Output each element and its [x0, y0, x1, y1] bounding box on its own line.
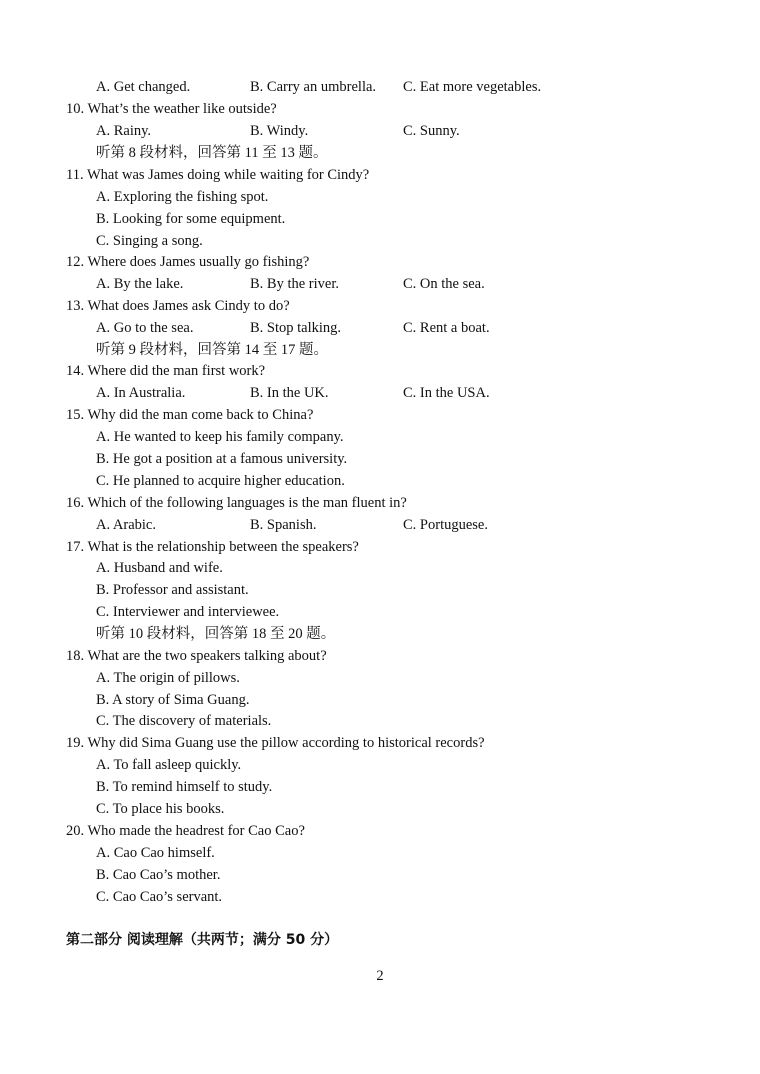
- q14-option-a: A. In Australia.: [96, 385, 186, 401]
- q15-option-c: C. He planned to acquire higher education.: [96, 473, 345, 489]
- section-heading: 第二部分 阅读理解（共两节；满分 50 分）: [66, 932, 339, 948]
- option-c: C. Eat more vegetables.: [403, 79, 542, 95]
- q16-option-c: C. Portuguese.: [403, 517, 488, 533]
- q13-option-a: A. Go to the sea.: [96, 320, 194, 336]
- page-number: 2: [376, 968, 384, 984]
- q14-option-c: C. In the USA.: [403, 385, 490, 401]
- question-13: 13. What does James ask Cindy to do?: [66, 298, 290, 314]
- option-b: B. Carry an umbrella.: [250, 79, 377, 95]
- q13-option-b: B. Stop talking.: [250, 320, 342, 336]
- q15-option-a: A. He wanted to keep his family company.: [96, 429, 344, 445]
- q19-option-c: C. To place his books.: [96, 801, 225, 817]
- q10-option-b: B. Windy.: [250, 123, 309, 139]
- q13-option-c: C. Rent a boat.: [403, 320, 490, 336]
- q16-option-a: A. Arabic.: [96, 517, 156, 533]
- q19-option-a: A. To fall asleep quickly.: [96, 757, 242, 773]
- question-16: 16. Which of the following languages is the man fluent in?: [66, 495, 407, 511]
- q11-option-b: B. Looking for some equipment.: [96, 211, 286, 227]
- q12-option-c: C. On the sea.: [403, 276, 485, 292]
- q10-option-a: A. Rainy.: [96, 123, 152, 139]
- q17-option-a: A. Husband and wife.: [96, 560, 223, 576]
- q20-option-a: A. Cao Cao himself.: [96, 845, 215, 861]
- q19-option-b: B. To remind himself to study.: [96, 779, 273, 795]
- q18-option-b: B. A story of Sima Guang.: [96, 692, 250, 708]
- question-20: 20. Who made the headrest for Cao Cao?: [66, 823, 305, 839]
- question-18: 18. What are the two speakers talking about?: [66, 648, 327, 664]
- q17-option-c: C. Interviewer and interviewee.: [96, 604, 280, 620]
- q15-option-b: B. He got a position at a famous university.: [96, 451, 348, 467]
- option-a: A. Get changed.: [96, 79, 191, 95]
- q11-option-c: C. Singing a song.: [96, 233, 203, 249]
- q12-option-a: A. By the lake.: [96, 276, 184, 292]
- listening-instruction-8: 听第 8 段材料，回答第 11 至 13 题。: [96, 145, 328, 161]
- question-10: 10. What’s the weather like outside?: [66, 101, 277, 117]
- q18-option-c: C. The discovery of materials.: [96, 713, 272, 729]
- question-14: 14. Where did the man first work?: [66, 363, 266, 379]
- question-15: 15. Why did the man come back to China?: [66, 407, 314, 423]
- q18-option-a: A. The origin of pillows.: [96, 670, 240, 686]
- q20-option-b: B. Cao Cao’s mother.: [96, 867, 221, 883]
- q10-option-c: C. Sunny.: [403, 123, 460, 139]
- q17-option-b: B. Professor and assistant.: [96, 582, 249, 598]
- question-11: 11. What was James doing while waiting for Cindy?: [66, 167, 370, 183]
- question-17: 17. What is the relationship between the speakers?: [66, 539, 359, 555]
- question-19: 19. Why did Sima Guang use the pillow according to historical records?: [66, 735, 485, 751]
- q20-option-c: C. Cao Cao’s servant.: [96, 889, 223, 905]
- q14-option-b: B. In the UK.: [250, 385, 329, 401]
- q16-option-b: B. Spanish.: [250, 517, 317, 533]
- q11-option-a: A. Exploring the fishing spot.: [96, 189, 269, 205]
- q12-option-b: B. By the river.: [250, 276, 340, 292]
- listening-instruction-10: 听第 10 段材料，回答第 18 至 20 题。: [96, 626, 336, 642]
- listening-instruction-9: 听第 9 段材料，回答第 14 至 17 题。: [96, 342, 328, 358]
- question-12: 12. Where does James usually go fishing?: [66, 254, 310, 270]
